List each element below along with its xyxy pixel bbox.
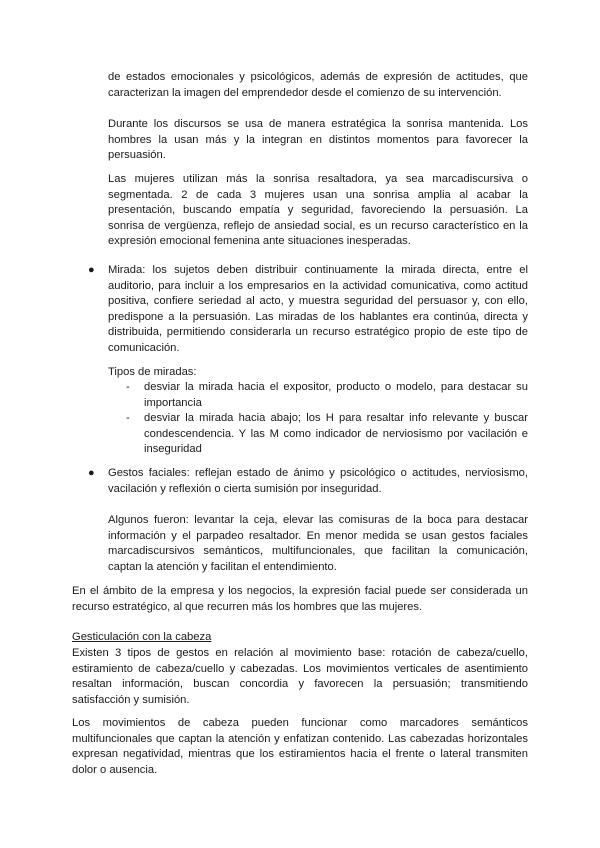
bullet-icon: ●: [88, 264, 95, 276]
section-heading-cabeza: Gesticulación con la cabeza: [72, 631, 212, 643]
paragraph-existen-tipos: Existen 3 tipos de gestos en relación al movimiento base: rotación de cabeza/cuello, estiramiento de cabeza/cuello y cabezadas. Los movimientos verticales de asentimiento resaltan información, buscan concordia y favorecen la persuasión; transmitiendo satisfacción y sumisión.: [72, 647, 528, 706]
dash-icon: -: [126, 412, 130, 424]
paragraph-ambito-empresa: En el ámbito de la empresa y los negocios, la expresión facial puede ser considerada un recurso estratégico, al que recurren más los hombres que las mujeres.: [72, 585, 528, 613]
paragraph-sonrisa-mantenida: Durante los discursos se usa de manera estratégica la sonrisa mantenida. Los hombres la usan más y la integran en distintos momentos para favorecer la persuasión.: [108, 118, 528, 162]
dash-item-expositor: desviar la mirada hacia el expositor, producto o modelo, para destacar su importancia: [144, 381, 528, 409]
tipos-de-miradas-title: Tipos de miradas:: [108, 366, 197, 378]
dash-item-abajo: desviar la mirada hacia abajo; los H para resaltar info relevante y buscar condescendencia. Y las M como indicador de nerviosismo por vacilación e inseguridad: [144, 412, 528, 456]
paragraph-movimientos-cabeza: Los movimientos de cabeza pueden funcionar como marcadores semánticos multifuncionales que captan la atención y enfatizan contenido. Las cabezadas horizontales expresan negatividad, mientras que los estiramientos hacia el frente o lateral transmiten dolor o ausencia.: [72, 717, 528, 776]
paragraph-sonrisa-mujeres: Las mujeres utilizan más la sonrisa resaltadora, ya sea marcadiscursiva o segmentada. 2 de cada 3 mujeres usan una sonrisa amplia al acabar la presentación, buscando empatía y seguridad, favoreciendo la persuasión. La sonrisa de vergüenza, reflejo de ansiedad social, es un recurso característico en la expresión emocional femenina ante situaciones inesperadas.: [108, 173, 528, 248]
bullet-mirada: Mirada: los sujetos deben distribuir continuamente la mirada directa, entre el auditorio, para incluir a los empresarios en la actividad comunicativa, como actitud positiva, confiere seriedad al acto, y muestra seguridad del persuasor y, con ello, predispone a la persuasión. Las miradas de los hablantes era continúa, directa y distribuida, permitiendo considerarla un recurso estratégico propio de este tipo de comunicación.: [108, 264, 528, 354]
paragraph-estados-emocionales: de estados emocionales y psicológicos, además de expresión de actitudes, que caracterizan la imagen del emprendedor desde el comienzo de su intervención.: [108, 71, 528, 99]
dash-icon: -: [126, 381, 130, 393]
bullet-gestos-faciales: Gestos faciales: reflejan estado de ánimo y psicológico o actitudes, nerviosismo, vacilación y reflexión o cierta sumisión por inseguridad.: [108, 467, 528, 495]
paragraph-algunos-fueron: Algunos fueron: levantar la ceja, elevar las comisuras de la boca para destacar información y el parpadeo resaltador. En menor medida se usan gestos faciales marcadiscursivos semánticos, multifuncionales, que facilitan la comunicación, captan la atención y facilitan el entendimiento.: [108, 514, 528, 573]
bullet-icon: ●: [88, 467, 95, 479]
